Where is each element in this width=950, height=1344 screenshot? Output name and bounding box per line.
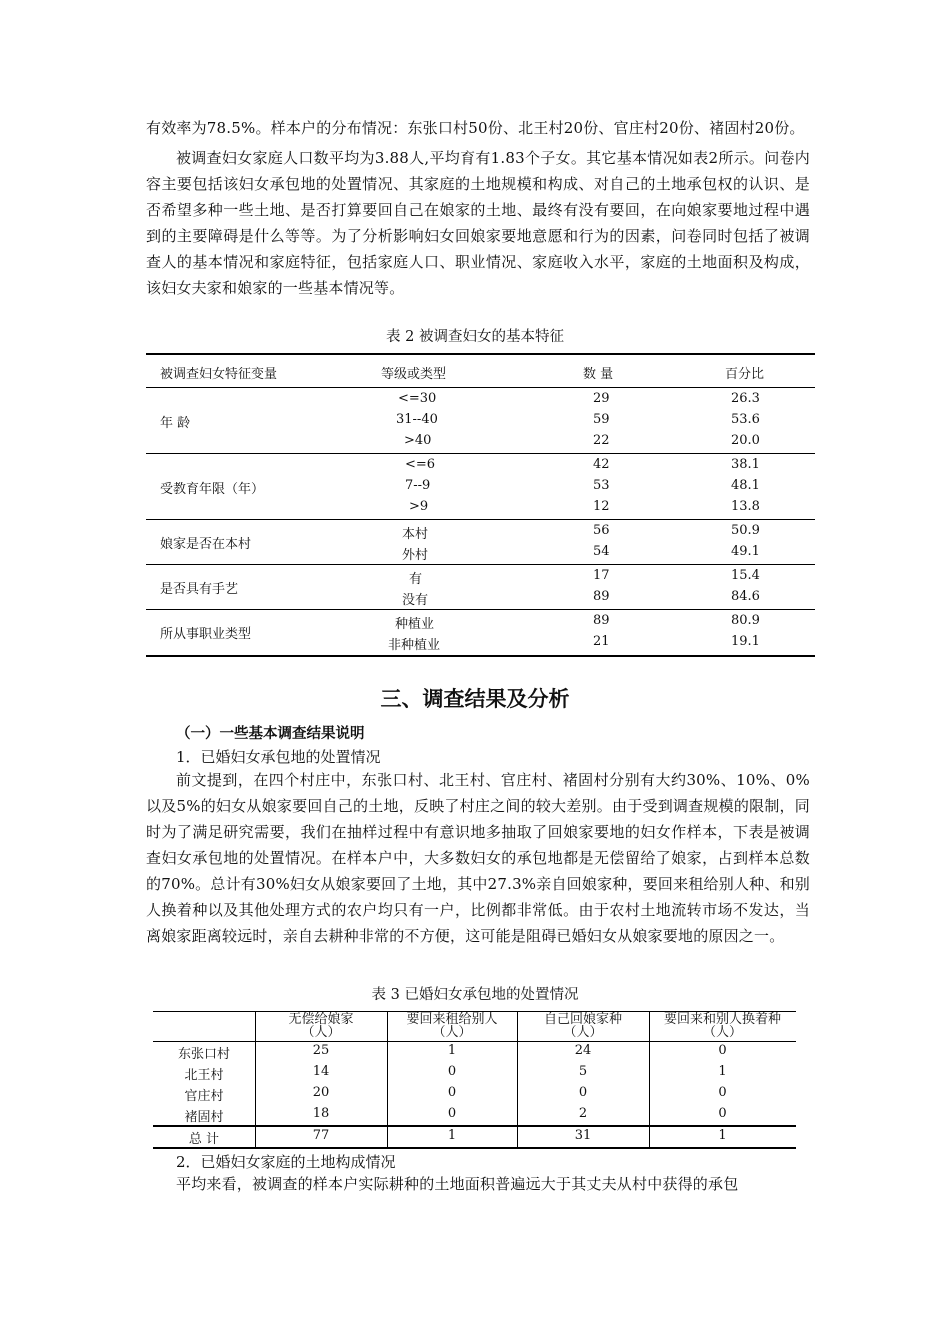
table3-cell: 0 [447, 1106, 457, 1121]
table2-group-label: 受教育年限（年） [160, 482, 265, 497]
table2-header-type: 等级或类型 [381, 367, 447, 382]
table3-cell: 20 [312, 1085, 330, 1100]
table2-cell: 7--9 [405, 478, 431, 493]
table2-cell: 53.6 [731, 412, 760, 427]
table3-total-cell: 1 [718, 1128, 727, 1143]
table3-cell: 14 [312, 1064, 330, 1079]
table2-cell: 53 [593, 478, 610, 493]
table2-cell: 17 [593, 568, 610, 583]
table2-cell: 89 [593, 589, 610, 604]
table3-row-name: 褚固村 [184, 1110, 224, 1125]
subsection-title: （一）一些基本调查结果说明 [176, 726, 365, 742]
table3-header-line2: （人） [702, 1025, 742, 1040]
paragraph-household-overview: 被调查妇女家庭人口数平均为3.88人,平均育有1.83个子女。其它基本情况如表2所示。问卷内容主要包括该妇女承包地的处置情况、其家庭的土地规模和构成、对自己的土地承包权的认识、是否希望多种一些土地、是否打算要回自己在娘家的土地、最终有没有要回，在向娘家要地过程中遇到的主要障碍是什么等等。为了分析影响妇女回娘家要地意愿和行为的因素，问卷同时包括了被调查人的基本情况和家庭特征，包括家庭人口、职业情况、家庭收入水平，家庭的土地面积及构成，该妇女夫家和娘家的一些基本情况等。 [146, 149, 810, 297]
table2-cell: 21 [593, 634, 610, 649]
table2-cell: 没有 [402, 593, 429, 608]
table2-cell: 13.8 [731, 499, 760, 514]
table2-cell: 48.1 [731, 478, 760, 493]
table3 [153, 1011, 796, 1149]
table3-cell: 5 [578, 1064, 588, 1079]
table2-cell: 38.1 [731, 457, 760, 472]
paragraph-land-composition: 平均来看，被调查的样本户实际耕种的土地面积普遍远大于其丈夫从村中获得的承包 [176, 1175, 739, 1193]
table2-cell: 15.4 [731, 568, 760, 583]
table3-row-name: 官庄村 [184, 1089, 224, 1104]
table3-total-cell: 77 [312, 1128, 330, 1143]
table2-cell: >40 [404, 433, 432, 448]
table3-header [255, 1013, 387, 1039]
table2-rule [146, 387, 815, 388]
table3-caption: 表 3 已婚妇女承包地的处置情况 [371, 987, 579, 1003]
table3-header-line1: 要回来租给别人 [406, 1012, 498, 1027]
table3-header-line1: 无偿给娘家 [288, 1012, 354, 1027]
table2-cell: 本村 [402, 527, 429, 542]
table2-cell: 59 [593, 412, 610, 427]
table2-cell: >9 [409, 499, 429, 514]
table2-cell: 外村 [402, 548, 429, 563]
table3-cell: 25 [312, 1043, 330, 1058]
table2-rule [146, 609, 815, 610]
table3-cell: 1 [718, 1064, 727, 1079]
table2-caption: 表 2 被调查妇女的基本特征 [386, 329, 564, 345]
table3-header [517, 1013, 649, 1039]
table3-total-label: 总 计 [188, 1132, 220, 1147]
table2-cell: 29 [593, 391, 610, 406]
table3-cell: 1 [447, 1043, 457, 1058]
table2-cell: 12 [593, 499, 610, 514]
table2-cell: <=30 [398, 391, 437, 406]
table2-cell: 49.1 [731, 544, 760, 559]
item-heading-1: 1．已婚妇女承包地的处置情况 [176, 748, 381, 766]
table3-header-line1: 要回来和别人换着种 [663, 1012, 781, 1027]
table2-cell: 非种植业 [388, 638, 441, 653]
table2-cell: 56 [593, 523, 610, 538]
table2-cell: 84.6 [731, 589, 760, 604]
table2-cell: 89 [593, 613, 610, 628]
table2-header-count: 数 量 [583, 367, 614, 382]
table2-group-label: 年 龄 [160, 416, 191, 431]
table3-rule [153, 1041, 796, 1042]
table3-row-name: 东张口村 [177, 1047, 230, 1062]
table2-cell: 50.9 [731, 523, 760, 538]
section-title: 三、调查结果及分析 [380, 687, 570, 711]
table3-header-line2: （人） [563, 1025, 603, 1040]
table3-cell: 0 [718, 1043, 727, 1058]
table3-cell: 0 [447, 1064, 457, 1079]
table2-cell: 54 [593, 544, 610, 559]
table3-header-line1: 自己回娘家种 [543, 1012, 622, 1027]
table3-row-name: 北王村 [184, 1068, 224, 1083]
table2-group-label: 是否具有手艺 [160, 582, 239, 597]
table2-rule [146, 564, 815, 565]
table3-cell: 0 [718, 1106, 727, 1121]
table2-cell: 26.3 [731, 391, 760, 406]
item-heading-2: 2．已婚妇女家庭的土地构成情况 [176, 1153, 396, 1171]
table2-cell: 种植业 [395, 617, 435, 632]
table2-rule [146, 453, 815, 454]
table2-group-label: 娘家是否在本村 [160, 537, 252, 552]
table2 [146, 353, 815, 657]
table3-cell: 24 [574, 1043, 592, 1058]
table2-group-label: 所从事职业类型 [160, 627, 252, 642]
table2-cell: 20.0 [731, 433, 760, 448]
table2-header-percent: 百分比 [725, 367, 765, 382]
table2-cell: 80.9 [731, 613, 760, 628]
table3-header-line2: （人） [432, 1025, 472, 1040]
table3-header [387, 1013, 517, 1039]
table2-cell: 42 [593, 457, 610, 472]
table2-cell: 19.1 [731, 634, 760, 649]
table2-cell: 有 [409, 572, 423, 587]
table3-total-cell: 31 [574, 1128, 592, 1143]
table3-cell: 18 [312, 1106, 330, 1121]
table3-rule [153, 1125, 796, 1127]
paragraph-sample-distribution: 有效率为78.5%。样本户的分布情况：东张口村50份、北王村20份、官庄村20份、褚固村20份。 [146, 119, 805, 137]
table3-cell: 0 [447, 1085, 457, 1100]
table3-cell: 2 [578, 1106, 588, 1121]
table3-header [649, 1013, 796, 1039]
paragraph-disposal-analysis: 前文提到，在四个村庄中，东张口村、北王村、官庄村、褚固村分别有大约30%、10%、0%以及5%的妇女从娘家要回自己的土地，反映了村庄之间的较大差别。由于受到调查规模的限制，同时为了满足研究需要，我们在抽样过程中有意识地多抽取了回娘家要地的妇女作样本，下表是被调查妇女承包地的处置情况。在样本户中，大多数妇女的承包地都是无偿留给了娘家，占到样本总数的70%。总计有30%妇女从娘家要回了土地，其中27.3%亲自回娘家种，要回来租给别人种、和别人换着种以及其他处理方式的农户均只有一户，比例都非常低。由于农村土地流转市场不发达，当离娘家距离较远时，亲自去耕种非常的不方便，这可能是阻碍已婚妇女从娘家要地的原因之一。 [146, 771, 810, 945]
table3-cell: 0 [578, 1085, 588, 1100]
table3-header-line2: （人） [301, 1025, 341, 1040]
table3-cell: 0 [718, 1085, 727, 1100]
table2-cell: 22 [593, 433, 610, 448]
table2-cell: 31--40 [396, 412, 438, 427]
table2-rule [146, 519, 815, 520]
table2-header-variable: 被调查妇女特征变量 [160, 367, 278, 382]
table3-total-cell: 1 [447, 1128, 457, 1143]
table2-cell: <=6 [405, 457, 436, 472]
